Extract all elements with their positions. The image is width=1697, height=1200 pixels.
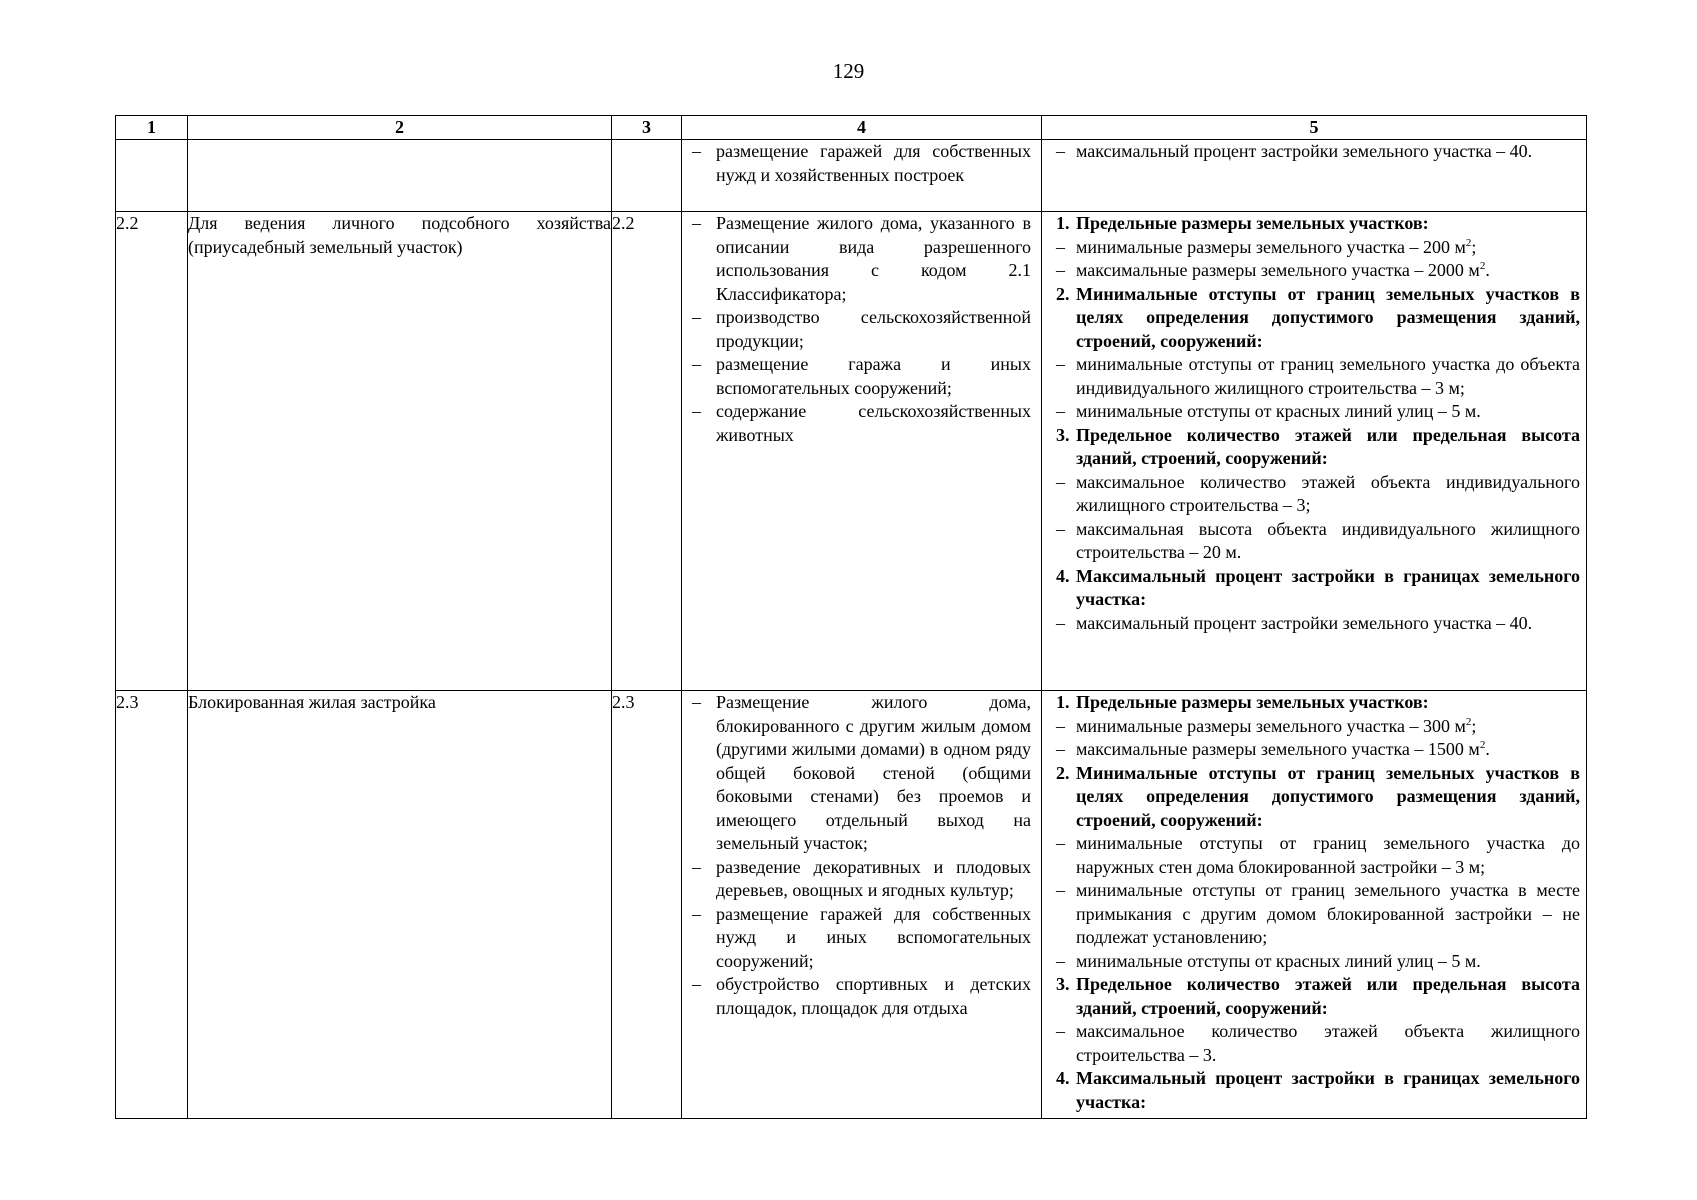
item-text xyxy=(1076,212,1580,236)
header-col-2: 2 xyxy=(188,116,612,140)
dash-marker: – xyxy=(692,856,701,877)
parameter-heading xyxy=(1042,424,1580,471)
use-description-list xyxy=(682,140,1041,187)
row-col-4 xyxy=(682,691,1042,1119)
dash-marker: – xyxy=(1056,880,1065,900)
continuation-col-3 xyxy=(612,140,682,212)
dash-marker: – xyxy=(1056,141,1065,161)
parameter-item xyxy=(1042,832,1580,879)
item-number: 4. xyxy=(1056,1068,1070,1088)
item-number: 1. xyxy=(1056,213,1070,233)
use-item xyxy=(682,973,1031,1020)
use-item xyxy=(682,691,1031,856)
continuation-row xyxy=(116,140,1587,212)
item-text-main: Минимальные отступы от границ земельных участков в целях определения допустимого размещения зданий, строений, сооружений: xyxy=(1076,283,1580,351)
item-text-main: обустройство спортивных и детских площадок, площадок для отдыха xyxy=(716,974,1031,1018)
item-text-main: Максимальный процент застройки в границах земельного участка: xyxy=(1076,565,1580,609)
continuation-col-1 xyxy=(116,140,188,212)
dash-marker: – xyxy=(1056,471,1065,492)
item-number: 3. xyxy=(1056,974,1070,994)
item-text xyxy=(1076,879,1580,950)
item-text xyxy=(1076,691,1580,715)
item-text-main: минимальные размеры земельного участка – 200 м xyxy=(1076,236,1466,257)
item-number: 3. xyxy=(1056,424,1070,445)
land-use-table xyxy=(115,115,1587,1119)
use-item xyxy=(682,903,1031,974)
use-item xyxy=(682,306,1031,353)
parameter-item xyxy=(1042,1020,1580,1067)
parameter-heading xyxy=(1042,212,1580,236)
parameter-heading xyxy=(1042,762,1580,833)
dash-marker: – xyxy=(692,141,701,161)
unit-superscript: 2 xyxy=(1479,739,1486,751)
dash-marker: – xyxy=(1056,354,1065,374)
item-text-tail: ; xyxy=(1471,236,1477,257)
parameter-heading xyxy=(1042,565,1580,612)
parameters-list xyxy=(1042,691,1586,1114)
item-text-main: максимальное количество этажей объекта индивидуального жилищного строительства – 3; xyxy=(1076,471,1580,515)
item-text-main: Предельные размеры земельных участков: xyxy=(1076,692,1429,712)
use-description-list xyxy=(682,691,1041,1020)
dash-marker: – xyxy=(692,354,701,374)
item-text-main: производство сельскохозяйственной продукции; xyxy=(716,307,1031,351)
continuation-col-5 xyxy=(1042,140,1587,212)
dash-marker: – xyxy=(692,692,701,712)
parameter-item xyxy=(1042,471,1580,518)
parameters-list xyxy=(1042,140,1586,164)
item-text xyxy=(1076,283,1580,354)
row-code-3: 2.2 xyxy=(612,212,682,691)
item-text xyxy=(1076,762,1580,833)
item-text-main: минимальные отступы от границ земельного участка в месте примыкания с другим домом блокированной застройки – не подлежат установлению; xyxy=(1076,880,1580,947)
item-text-main: размещение гаражей для собственных нужд и иных вспомогательных сооружений; xyxy=(716,903,1031,971)
row-code: 2.2 xyxy=(116,212,188,691)
parameter-item xyxy=(1042,140,1580,164)
item-text xyxy=(1076,612,1580,636)
item-text-main: Предельные размеры земельных участков: xyxy=(1076,213,1429,233)
item-text xyxy=(1076,832,1580,879)
parameter-heading xyxy=(1042,973,1580,1020)
parameter-item xyxy=(1042,715,1580,739)
item-text xyxy=(1076,565,1580,612)
header-row xyxy=(116,116,1587,140)
parameter-item xyxy=(1042,879,1580,950)
dash-marker: – xyxy=(1056,236,1065,257)
dash-marker: – xyxy=(1056,1021,1065,1041)
item-text-main: Максимальный процент застройки в границах земельного участка: xyxy=(1076,1068,1580,1112)
item-text-main: Размещение жилого дома, указанного в описании вида разрешенного использования с кодом 2.1 Классификатора; xyxy=(716,213,1031,304)
dash-marker: – xyxy=(692,401,701,421)
parameter-item xyxy=(1042,259,1580,283)
item-text xyxy=(1076,236,1580,260)
item-number: 2. xyxy=(1056,762,1070,783)
parameter-item xyxy=(1042,738,1580,762)
item-text-tail: . xyxy=(1485,260,1490,280)
dash-marker: – xyxy=(1056,833,1065,853)
item-text xyxy=(1076,424,1580,471)
row-name: Для ведения личного подсобного хозяйства (приусадебный земельный участок) xyxy=(188,212,612,691)
dash-marker: – xyxy=(1056,518,1065,539)
item-text xyxy=(716,306,1031,353)
unit-superscript: 2 xyxy=(1465,715,1472,728)
item-text xyxy=(1076,973,1580,1020)
header-col-4: 4 xyxy=(682,116,1042,140)
item-text xyxy=(716,856,1031,903)
item-text-main: минимальные отступы от красных линий улиц – 5 м. xyxy=(1076,950,1481,971)
row-code: 2.3 xyxy=(116,691,188,1119)
row-col-4 xyxy=(682,212,1042,691)
parameter-item xyxy=(1042,400,1580,424)
item-text-main: размещение гаража и иных вспомогательных сооружений; xyxy=(716,354,1031,398)
use-item xyxy=(682,400,1031,447)
item-text xyxy=(716,353,1031,400)
parameter-heading xyxy=(1042,1067,1580,1114)
item-number: 4. xyxy=(1056,565,1070,586)
table-row xyxy=(116,212,1587,691)
item-text-main: размещение гаражей для собственных нужд и хозяйственных построек xyxy=(716,141,1031,185)
dash-marker: – xyxy=(1056,260,1065,280)
item-text xyxy=(1076,353,1580,400)
parameters-list xyxy=(1042,212,1586,635)
item-text-main: Минимальные отступы от границ земельных участков в целях определения допустимого размещения зданий, строений, сооружений: xyxy=(1076,762,1580,830)
item-text-tail: ; xyxy=(1471,715,1477,736)
header-col-3: 3 xyxy=(612,116,682,140)
parameter-heading xyxy=(1042,283,1580,354)
item-text-main: максимальные размеры земельного участка – 2000 м xyxy=(1076,260,1480,280)
item-text-main: максимальные размеры земельного участка – 1500 м xyxy=(1076,739,1480,759)
item-text-main: максимальная высота объекта индивидуального жилищного строительства – 20 м. xyxy=(1076,518,1580,562)
use-item xyxy=(682,140,1031,187)
use-description-list xyxy=(682,212,1041,447)
item-text xyxy=(716,973,1031,1020)
row-col-5 xyxy=(1042,691,1587,1119)
continuation-col-2 xyxy=(188,140,612,212)
header-col-1: 1 xyxy=(116,116,188,140)
item-text xyxy=(716,691,1031,856)
item-text xyxy=(716,140,1031,187)
parameter-item xyxy=(1042,612,1580,636)
item-text xyxy=(1076,471,1580,518)
dash-marker: – xyxy=(1056,739,1065,759)
dash-marker: – xyxy=(1056,612,1065,633)
item-text xyxy=(1076,400,1580,424)
item-text-main: максимальный процент застройки земельного участка – 40. xyxy=(1076,612,1533,633)
use-item xyxy=(682,212,1031,306)
item-text xyxy=(716,400,1031,447)
page-number: 129 xyxy=(832,59,865,83)
item-text-main: Предельное количество этажей или предельная высота зданий, строений, сооружений: xyxy=(1076,424,1580,468)
item-text-main: Предельное количество этажей или предельная высота зданий, строений, сооружений: xyxy=(1076,974,1580,1018)
item-text xyxy=(1076,950,1580,974)
table-row xyxy=(116,691,1587,1119)
dash-marker: – xyxy=(692,213,701,233)
dash-marker: – xyxy=(1056,950,1065,971)
dash-marker: – xyxy=(692,974,701,994)
item-text xyxy=(1076,1020,1580,1067)
item-number: 2. xyxy=(1056,283,1070,304)
use-item xyxy=(682,353,1031,400)
parameter-heading xyxy=(1042,691,1580,715)
row-name: Блокированная жилая застройка xyxy=(188,691,612,1119)
item-text xyxy=(716,212,1031,306)
item-text-main: минимальные отступы от красных линий улиц – 5 м. xyxy=(1076,401,1481,421)
item-text xyxy=(1076,518,1580,565)
row-col-5 xyxy=(1042,212,1587,691)
item-text xyxy=(1076,715,1580,739)
parameter-item xyxy=(1042,950,1580,974)
item-text xyxy=(1076,1067,1580,1114)
dash-marker: – xyxy=(692,307,701,327)
unit-superscript: 2 xyxy=(1465,236,1472,249)
continuation-col-4 xyxy=(682,140,1042,212)
item-text xyxy=(1076,140,1580,164)
dash-marker: – xyxy=(1056,715,1065,736)
item-text-main: минимальные отступы от границ земельного участка до объекта индивидуального жилищного строительства – 3 м; xyxy=(1076,354,1580,398)
dash-marker: – xyxy=(1056,401,1065,421)
item-text-main: Размещение жилого дома, блокированного с другим жилым домом (другими жилыми домами) в одном ряду общей боковой стеной (общими боковыми стенами) без проемов и имеющего отдельный выход на земельный участок; xyxy=(716,692,1031,853)
parameter-item xyxy=(1042,236,1580,260)
unit-superscript: 2 xyxy=(1479,260,1486,272)
item-text-tail: . xyxy=(1485,739,1490,759)
item-text-main: минимальные размеры земельного участка – 300 м xyxy=(1076,715,1466,736)
dash-marker: – xyxy=(692,903,701,924)
item-text-main: разведение декоративных и плодовых деревьев, овощных и ягодных культур; xyxy=(716,856,1031,900)
row-code-3: 2.3 xyxy=(612,691,682,1119)
item-text-main: максимальное количество этажей объекта жилищного строительства – 3. xyxy=(1076,1021,1580,1065)
item-text-main: максимальный процент застройки земельного участка – 40. xyxy=(1076,141,1533,161)
header-col-5: 5 xyxy=(1042,116,1587,140)
item-text-main: содержание сельскохозяйственных животных xyxy=(716,401,1031,445)
parameter-item xyxy=(1042,518,1580,565)
use-item xyxy=(682,856,1031,903)
item-text-main: минимальные отступы от границ земельного участка до наружных стен дома блокированной застройки – 3 м; xyxy=(1076,833,1580,877)
item-text xyxy=(1076,259,1580,283)
item-text xyxy=(1076,738,1580,762)
item-text xyxy=(716,903,1031,974)
item-number: 1. xyxy=(1056,692,1070,712)
parameter-item xyxy=(1042,353,1580,400)
